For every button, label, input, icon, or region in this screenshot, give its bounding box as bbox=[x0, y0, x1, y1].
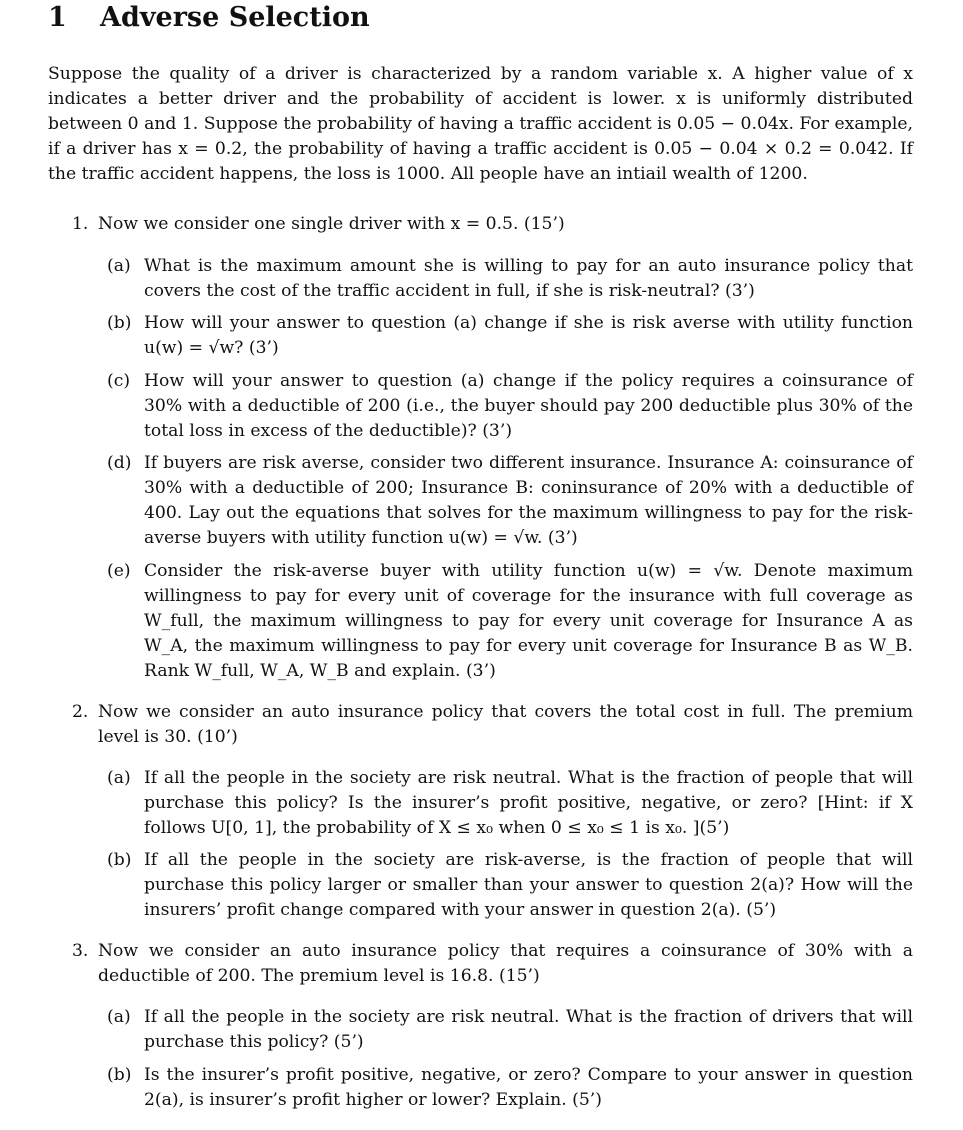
question-3 bbox=[72, 939, 913, 989]
question-2-label: 2. bbox=[72, 702, 89, 722]
intro-paragraph: Suppose the quality of a driver is characterized by a random variable x. A higher value of x indicates a better driver and the probability of accident is lower. x is uniformly distributed between 0 and 1. Suppose the probability of having a traffic accident is 0.05 − 0.04x. For example, if a driver has x = 0.2, the probability of having a traffic accident is 0.05 − 0.04 × 0.2 = 0.042. If the traffic accident happens, the loss is 1000. All people have an intiail wealth of 1200. bbox=[48, 64, 913, 184]
question-2b-text: If all the people in the society are risk-averse, is the fraction of people that will purchase this policy larger or smaller than your answer to question 2(a)? How will the insurers’ profit change compared with your answer in question 2(a). (5’) bbox=[144, 850, 913, 920]
question-1d-label: (d) bbox=[107, 453, 132, 473]
question-2-text: Now we consider an auto insurance policy that covers the total cost in full. The premium level is 30. (10’) bbox=[98, 702, 913, 747]
question-1c-text: How will your answer to question (a) change if the policy requires a coinsurance of 30% with a deductible of 200 (i.e., the buyer should pay 200 deductible plus 30% of the total loss in excess of the deductible)? (3’) bbox=[144, 371, 913, 441]
question-1 bbox=[72, 212, 913, 237]
question-2b bbox=[107, 848, 913, 923]
question-1c-label: (c) bbox=[107, 371, 131, 391]
question-1-text: Now we consider one single driver with x = 0.5. (15’) bbox=[98, 214, 565, 234]
section-title: Adverse Selection bbox=[100, 2, 370, 33]
question-3a bbox=[107, 1005, 913, 1055]
question-3a-label: (a) bbox=[107, 1007, 131, 1027]
question-1a-text: What is the maximum amount she is willing to pay for an auto insurance policy that covers the cost of the traffic accident in full, if she is risk-neutral? (3’) bbox=[144, 256, 913, 301]
question-1a bbox=[107, 254, 913, 304]
section-number: 1 bbox=[48, 2, 67, 33]
question-2 bbox=[72, 700, 913, 750]
question-1a-label: (a) bbox=[107, 256, 131, 276]
question-3-label: 3. bbox=[72, 941, 89, 961]
question-3-text: Now we consider an auto insurance policy that requires a coinsurance of 30% with a deductible of 200. The premium level is 16.8. (15’) bbox=[98, 941, 913, 986]
question-2b-label: (b) bbox=[107, 850, 132, 870]
question-1b-text: How will your answer to question (a) change if she is risk averse with utility function u(w) = √w? (3’) bbox=[144, 313, 913, 358]
question-3a-text: If all the people in the society are risk neutral. What is the fraction of drivers that will purchase this policy? (5’) bbox=[144, 1007, 913, 1052]
question-2a-label: (a) bbox=[107, 768, 131, 788]
question-3b-label: (b) bbox=[107, 1065, 132, 1085]
question-3b bbox=[107, 1063, 913, 1113]
question-1c bbox=[107, 369, 913, 444]
question-3b-text: Is the insurer’s profit positive, negative, or zero? Compare to your answer in question 2(a), is insurer’s profit higher or lower? Explain. (5’) bbox=[144, 1065, 913, 1110]
question-2a bbox=[107, 766, 913, 841]
question-2a-text: If all the people in the society are risk neutral. What is the fraction of people that will purchase this policy? Is the insurer’s profit positive, negative, or zero? [Hint: if X follows U[0, 1], the probability of X ≤ x₀ when 0 ≤ x₀ ≤ 1 is x₀. ](5’) bbox=[144, 768, 913, 838]
question-1d-text: If buyers are risk averse, consider two different insurance. Insurance A: coinsurance of 30% with a deductible of 200; Insurance B: coninsurance of 20% with a deductible of 400. Lay out the equations that solves for the maximum willingness to pay for the risk-averse buyers with utility function u(w) = √w. (3’) bbox=[144, 453, 913, 548]
question-1-label: 1. bbox=[72, 214, 89, 234]
question-1e bbox=[107, 559, 913, 684]
section-heading bbox=[48, 2, 370, 33]
question-1d bbox=[107, 451, 913, 551]
question-1e-label: (e) bbox=[107, 561, 131, 581]
question-1b bbox=[107, 311, 913, 361]
question-1b-label: (b) bbox=[107, 313, 132, 333]
question-1e-text: Consider the risk-averse buyer with utility function u(w) = √w. Denote maximum willingness to pay for every unit of coverage for the insurance with full coverage as W_full, the maximum willingness to pay for every unit coverage for Insurance A as W_A, the maximum willingness to pay for every unit coverage for Insurance B as W_B. Rank W_full, W_A, W_B and explain. (3’) bbox=[144, 561, 913, 681]
